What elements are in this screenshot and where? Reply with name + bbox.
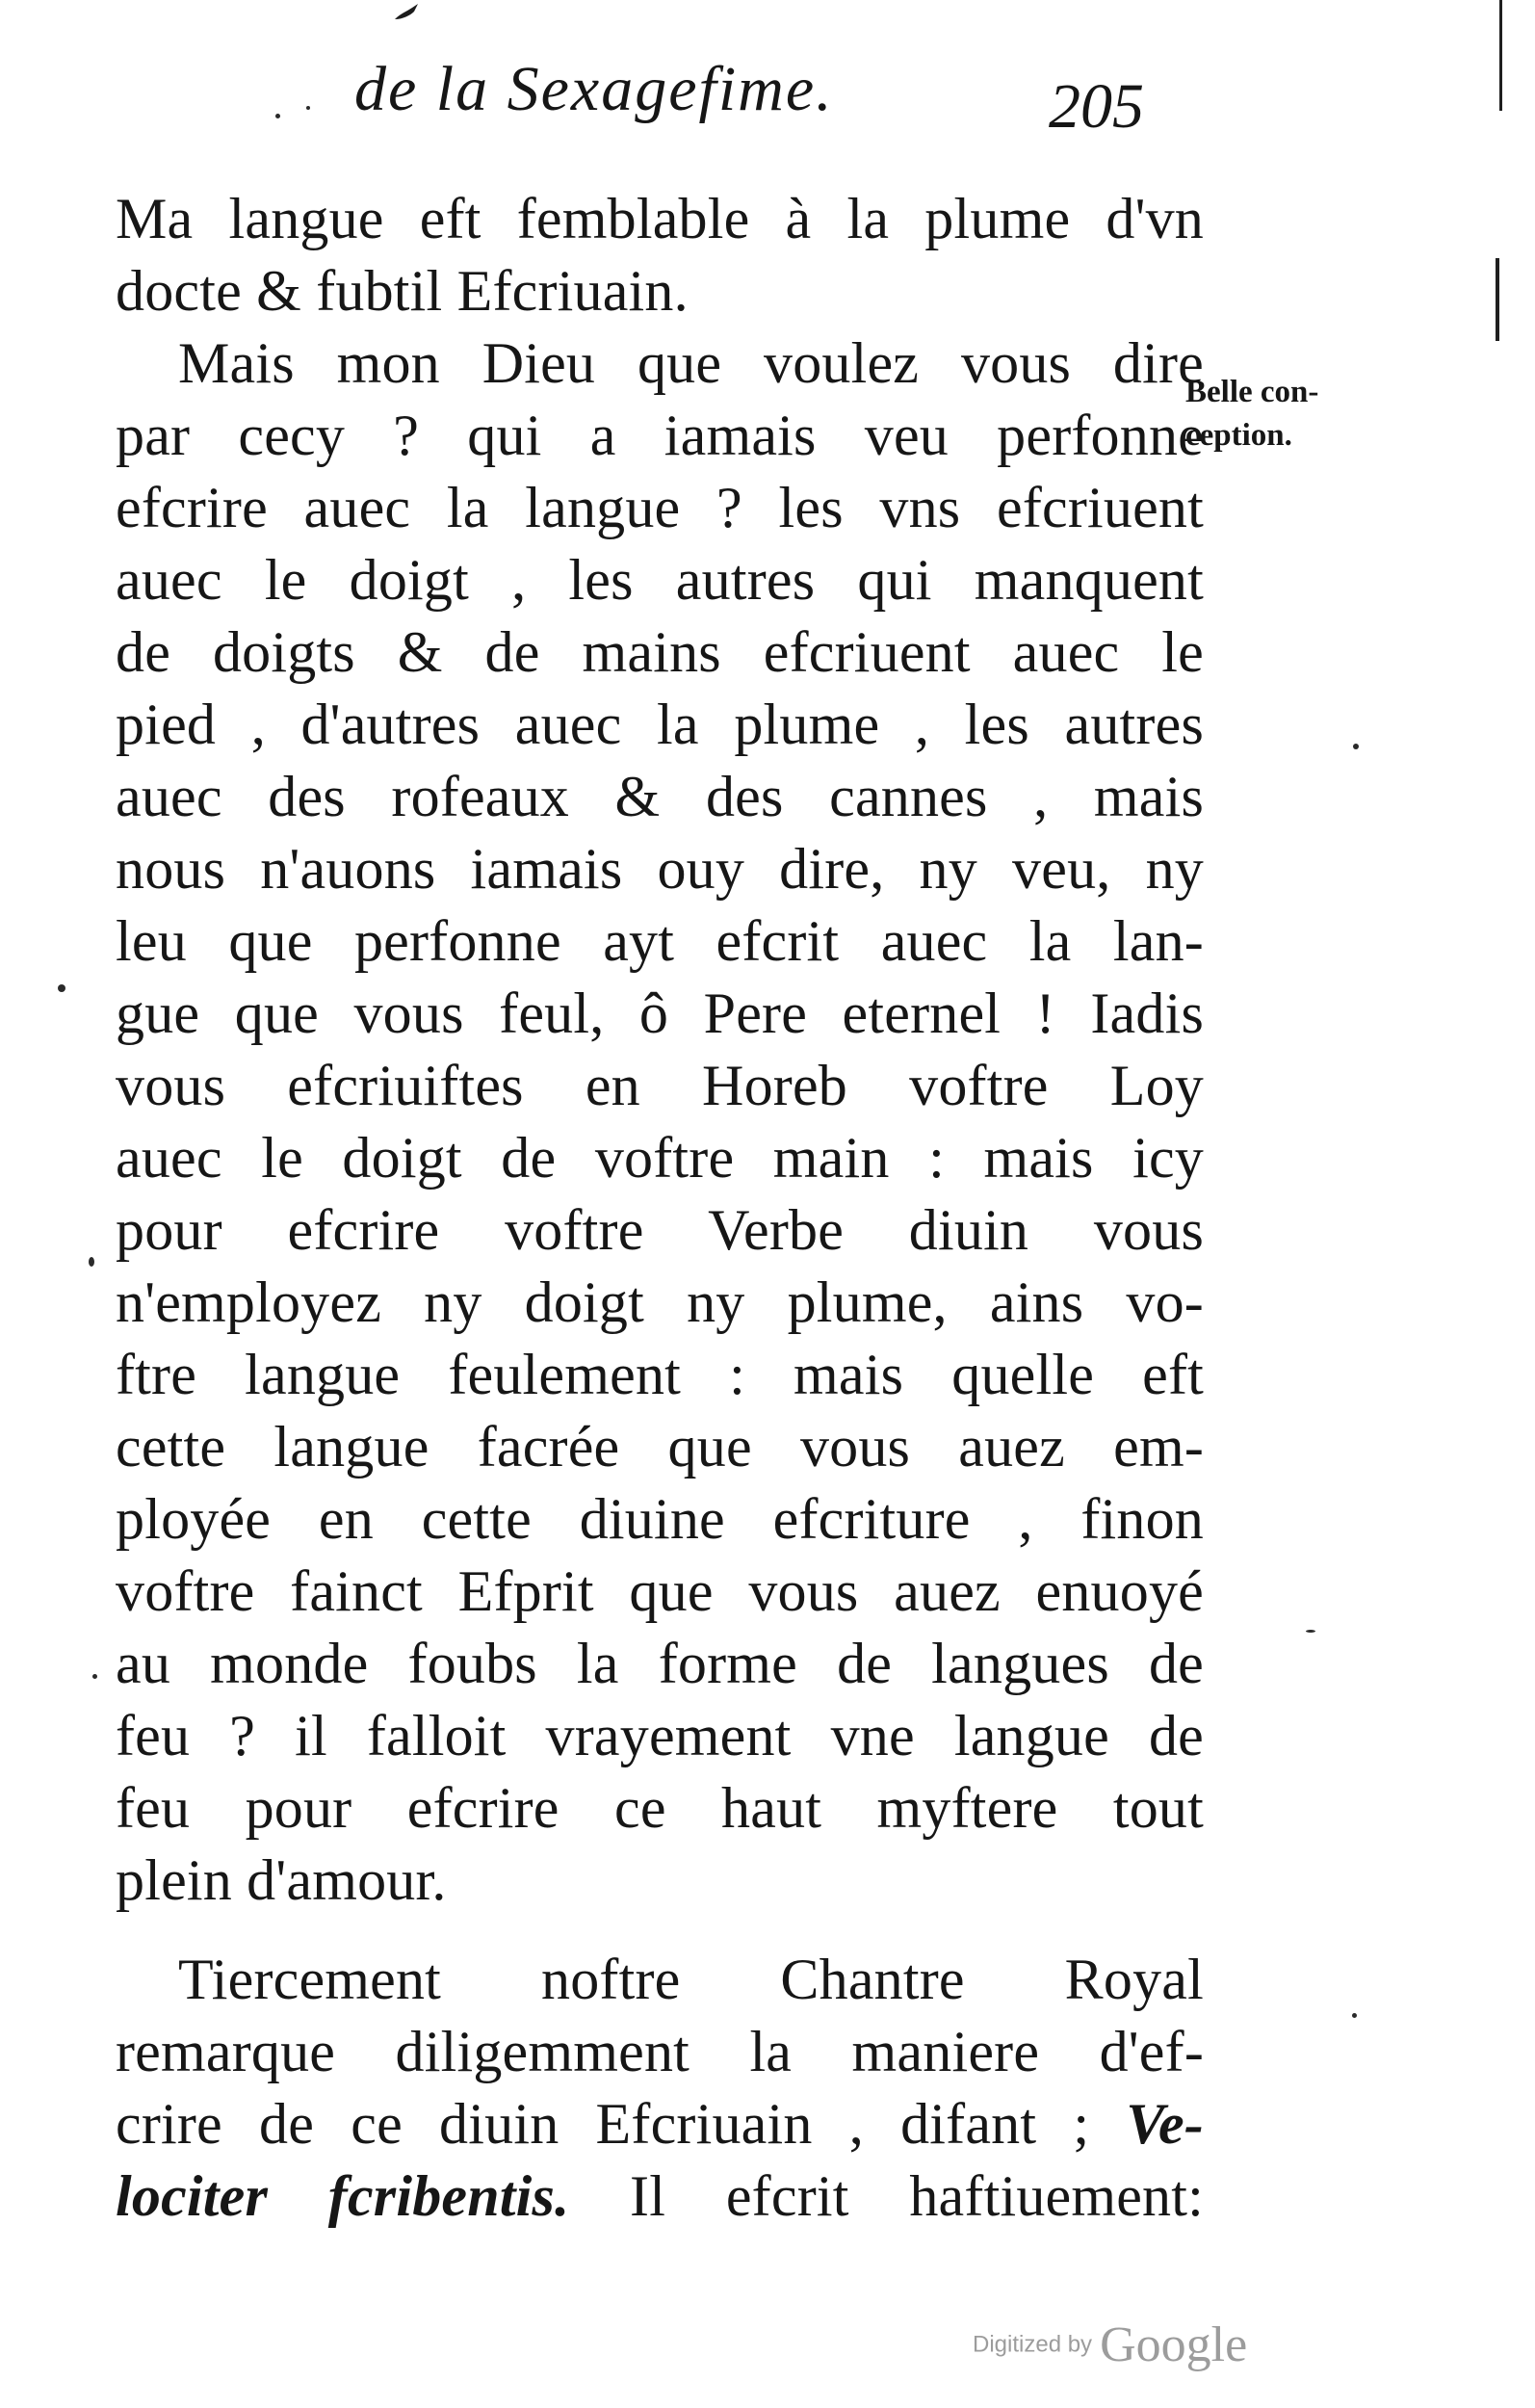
scan-speck — [92, 1674, 97, 1679]
text-line: pied , d'autres auec la plume , les autres — [116, 693, 1204, 756]
text-line: voftre fainct Efprit que vous auez enuoyé — [116, 1559, 1204, 1623]
text-line: au monde foubs la forme de langues de — [116, 1632, 1204, 1695]
text-line: auec le doigt de voftre main : mais icy — [116, 1126, 1204, 1190]
text-line: plein d'amour. — [116, 1848, 447, 1912]
text-line: nous n'auons iamais ouy dire, ny veu, ny — [116, 837, 1204, 901]
text-line: feu ? il falloit vrayement vne langue de — [116, 1704, 1204, 1767]
text-line: docte & fubtil Efcriuain. — [116, 259, 689, 323]
scan-speck — [275, 114, 280, 118]
text-line: n'employez ny doigt ny plume, ains vo- — [116, 1270, 1204, 1334]
text-line: gue que vous feul, ô Pere eternel ! Iadis — [116, 982, 1204, 1045]
scan-speck — [89, 1257, 94, 1267]
google-logo: Google — [1100, 2317, 1248, 2372]
page-edge-tick — [1496, 258, 1499, 341]
body-text — [116, 183, 1204, 2233]
text-line: cette langue facrée que vous auez em- — [116, 1415, 1204, 1479]
text-line — [116, 2160, 1204, 2233]
latin-quote: lociter fcribentis. — [116, 2164, 570, 2228]
scan-speck — [1353, 744, 1359, 749]
text-line: remarque diligemment la maniere d'ef- — [116, 2020, 1204, 2083]
text-line: Ma langue eft femblable à la plume d'vn — [116, 187, 1204, 250]
latin-quote-start: Ve- — [1126, 2092, 1204, 2156]
text-line: feu pour efcrire ce haut myftere tout — [116, 1776, 1204, 1840]
margin-note-line-2: ception. — [1185, 418, 1292, 453]
margin-note — [1185, 371, 1318, 458]
text-line: Mais mon Dieu que voulez vous dire — [178, 331, 1204, 395]
text-line — [116, 2088, 1204, 2160]
text-line: efcrire auec la langue ? les vns efcriuent — [116, 476, 1204, 539]
watermark-label: Digitized by — [973, 2331, 1093, 2358]
text-line-roman: crire de ce diuin Efcriuain , difant ; — [116, 2092, 1090, 2156]
scan-speck — [306, 106, 310, 110]
text-line: vous efcriuiftes en Horeb voftre Loy — [116, 1054, 1204, 1117]
scan-speck — [58, 984, 65, 992]
text-line: Tiercement noftre Chantre Royal — [178, 1948, 1204, 2011]
ink-mark-icon — [393, 2, 422, 23]
page-edge-line — [1499, 0, 1502, 111]
scan-speck — [1352, 2013, 1357, 2018]
text-line: ftre langue feulement : mais quelle eft — [116, 1343, 1204, 1406]
digitized-watermark — [973, 2316, 1247, 2373]
text-line: ployée en cette diuine efcriture , finon — [116, 1487, 1204, 1551]
running-head-title: de la Sexagefime. — [354, 54, 834, 124]
text-line: auec des rofeaux & des cannes , mais — [116, 765, 1204, 828]
page-number: 205 — [1049, 71, 1144, 142]
text-line-roman: Il efcrit haftiuement: — [569, 2164, 1204, 2228]
text-line: de doigts & de mains efcriuent auec le — [116, 620, 1204, 684]
margin-note-line-1: Belle con- — [1185, 375, 1319, 409]
scan-speck — [1306, 1630, 1315, 1633]
text-line: par cecy ? qui a iamais veu perfonne — [116, 404, 1204, 467]
text-line: pour efcrire voftre Verbe diuin vous — [116, 1198, 1204, 1262]
text-line: auec le doigt , les autres qui manquent — [116, 548, 1204, 612]
text-line: leu que perfonne ayt efcrit auec la lan- — [116, 909, 1204, 973]
